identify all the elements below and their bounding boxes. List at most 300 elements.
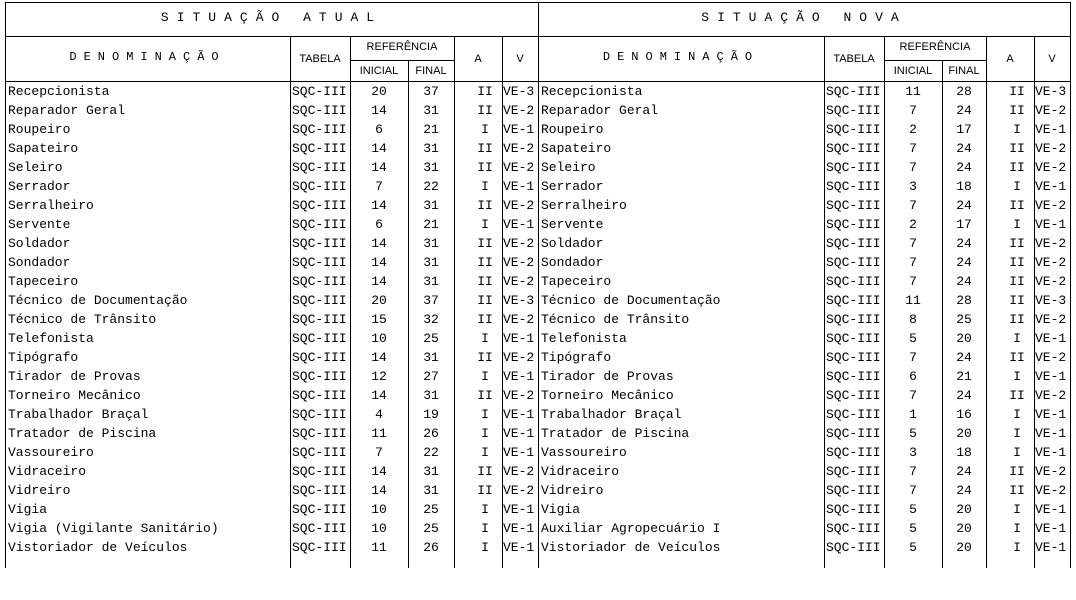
cell-v-atual: VE-2	[503, 197, 535, 213]
cell-v-nova: VE-2	[1035, 482, 1067, 498]
cell-v-atual: VE-1	[503, 330, 535, 346]
cell-final-atual: 25	[423, 330, 439, 346]
cell-inicial-atual: 6	[375, 216, 383, 232]
cell-v-nova: VE-1	[1035, 520, 1067, 536]
cell-v-nova: VE-3	[1035, 292, 1067, 308]
table-row	[0, 122, 1076, 141]
cell-v-atual: VE-1	[503, 178, 535, 194]
table-row	[0, 331, 1076, 350]
cell-v-nova: VE-3	[1035, 84, 1067, 99]
cell-denominacao-atual: Tirador de Provas	[8, 368, 141, 384]
cell-tabela-nova: SQC-III	[826, 178, 881, 194]
cell-denominacao-atual: Vigia	[8, 501, 48, 517]
cell-a-nova: II	[1009, 349, 1025, 365]
cell-inicial-nova: 7	[909, 102, 917, 118]
table-row	[0, 236, 1076, 255]
cell-tabela-atual: SQC-III	[292, 292, 347, 308]
cell-denominacao-nova: Reparador Geral	[541, 102, 659, 118]
cell-v-atual: VE-1	[503, 501, 535, 517]
cell-final-atual: 31	[423, 140, 439, 156]
cell-tabela-nova: SQC-III	[826, 520, 881, 536]
header-final: FINAL	[948, 65, 980, 77]
cell-a-nova: I	[1013, 121, 1021, 137]
cell-tabela-atual: SQC-III	[292, 501, 347, 517]
cell-final-atual: 27	[423, 368, 439, 384]
cell-a-atual: I	[481, 216, 489, 232]
cell-inicial-atual: 10	[371, 520, 387, 536]
cell-inicial-nova: 7	[909, 159, 917, 175]
cell-tabela-atual: SQC-III	[292, 539, 347, 555]
cell-inicial-atual: 7	[375, 178, 383, 194]
cell-final-nova: 24	[956, 235, 972, 251]
cell-tabela-nova: SQC-III	[826, 84, 881, 99]
cell-denominacao-nova: Soldador	[541, 235, 604, 251]
cell-v-atual: VE-2	[503, 349, 535, 365]
cell-denominacao-nova: Vassoureiro	[541, 444, 627, 460]
cell-tabela-nova: SQC-III	[826, 349, 881, 365]
cell-a-atual: I	[481, 330, 489, 346]
cell-a-nova: I	[1013, 216, 1021, 232]
table-row	[0, 426, 1076, 445]
cell-tabela-atual: SQC-III	[292, 330, 347, 346]
cell-a-atual: I	[481, 444, 489, 460]
cell-tabela-atual: SQC-III	[292, 102, 347, 118]
row-rule-subheader	[350, 60, 454, 61]
cell-a-nova: II	[1009, 197, 1025, 213]
table-row	[0, 84, 1076, 103]
row-rule-top	[5, 2, 1071, 3]
cell-final-nova: 24	[956, 102, 972, 118]
table-row	[0, 255, 1076, 274]
cell-final-nova: 25	[956, 311, 972, 327]
cell-tabela-nova: SQC-III	[826, 159, 881, 175]
cell-inicial-atual: 11	[371, 425, 387, 441]
cell-a-nova: II	[1009, 140, 1025, 156]
cell-final-atual: 21	[423, 121, 439, 137]
cell-denominacao-nova: Roupeiro	[541, 121, 604, 137]
cell-inicial-atual: 14	[371, 482, 387, 498]
cell-denominacao-nova: Seleiro	[541, 159, 596, 175]
cell-tabela-nova: SQC-III	[826, 273, 881, 289]
cell-v-atual: VE-1	[503, 368, 535, 384]
cell-tabela-atual: SQC-III	[292, 178, 347, 194]
cell-a-nova: II	[1009, 159, 1025, 175]
cell-final-atual: 31	[423, 235, 439, 251]
cell-denominacao-atual: Seleiro	[8, 159, 63, 175]
cell-final-nova: 24	[956, 463, 972, 479]
cell-inicial-atual: 14	[371, 140, 387, 156]
cell-tabela-atual: SQC-III	[292, 311, 347, 327]
cell-v-nova: VE-2	[1035, 349, 1067, 365]
cell-v-nova: VE-2	[1035, 311, 1067, 327]
header-referencia: REFERÊNCIA	[899, 41, 971, 53]
cell-v-nova: VE-2	[1035, 463, 1067, 479]
cell-a-atual: II	[477, 349, 493, 365]
cell-a-atual: II	[477, 482, 493, 498]
cell-tabela-atual: SQC-III	[292, 406, 347, 422]
cell-v-atual: VE-1	[503, 216, 535, 232]
cell-denominacao-nova: Serralheiro	[541, 197, 627, 213]
cell-a-nova: I	[1013, 178, 1021, 194]
cell-tabela-nova: SQC-III	[826, 482, 881, 498]
cell-inicial-nova: 5	[909, 539, 917, 555]
cell-final-nova: 17	[956, 216, 972, 232]
header-a: A	[1006, 53, 1014, 65]
cell-inicial-nova: 7	[909, 349, 917, 365]
table-row	[0, 293, 1076, 312]
cell-final-atual: 19	[423, 406, 439, 422]
cell-final-nova: 20	[956, 330, 972, 346]
cell-inicial-nova: 5	[909, 330, 917, 346]
cell-denominacao-atual: Vassoureiro	[8, 444, 94, 460]
cell-final-nova: 20	[956, 520, 972, 536]
cell-denominacao-nova: Técnico de Trânsito	[541, 311, 690, 327]
cell-v-nova: VE-1	[1035, 406, 1067, 422]
cell-final-atual: 32	[423, 311, 439, 327]
cell-inicial-nova: 7	[909, 387, 917, 403]
cell-v-atual: VE-1	[503, 425, 535, 441]
cell-inicial-atual: 15	[371, 311, 387, 327]
cell-denominacao-nova: Servente	[541, 216, 604, 232]
cell-inicial-atual: 11	[371, 539, 387, 555]
cell-a-nova: I	[1013, 368, 1021, 384]
cell-final-nova: 24	[956, 254, 972, 270]
cell-a-nova: II	[1009, 387, 1025, 403]
table-row	[0, 540, 1076, 559]
cell-final-atual: 31	[423, 482, 439, 498]
cell-inicial-atual: 14	[371, 159, 387, 175]
section-title-atual: SITUAÇÃO ATUAL	[160, 10, 383, 25]
cell-tabela-atual: SQC-III	[292, 235, 347, 251]
cell-tabela-nova: SQC-III	[826, 501, 881, 517]
cell-v-atual: VE-2	[503, 273, 535, 289]
cell-v-atual: VE-2	[503, 482, 535, 498]
table-row	[0, 369, 1076, 388]
cell-final-nova: 28	[956, 292, 972, 308]
cell-denominacao-nova: Técnico de Documentação	[541, 292, 721, 308]
cell-inicial-atual: 12	[371, 368, 387, 384]
cell-v-nova: VE-2	[1035, 102, 1067, 118]
cell-denominacao-nova: Tirador de Provas	[541, 368, 674, 384]
cell-a-nova: I	[1013, 539, 1021, 555]
cell-inicial-atual: 7	[375, 444, 383, 460]
cell-inicial-atual: 14	[371, 387, 387, 403]
cell-denominacao-atual: Vigia (Vigilante Sanitário)	[8, 520, 219, 536]
table-row	[0, 445, 1076, 464]
cell-denominacao-nova: Tapeceiro	[541, 273, 612, 289]
cell-inicial-nova: 5	[909, 501, 917, 517]
cell-inicial-nova: 11	[905, 84, 921, 99]
cell-v-atual: VE-1	[503, 121, 535, 137]
cell-v-atual: VE-3	[503, 84, 535, 99]
cell-final-atual: 31	[423, 349, 439, 365]
cell-final-atual: 37	[423, 84, 439, 99]
cell-a-nova: I	[1013, 501, 1021, 517]
cell-tabela-nova: SQC-III	[826, 463, 881, 479]
cell-inicial-nova: 1	[909, 406, 917, 422]
cell-a-nova: II	[1009, 311, 1025, 327]
cell-a-nova: II	[1009, 84, 1025, 99]
cell-inicial-atual: 20	[371, 84, 387, 99]
cell-tabela-atual: SQC-III	[292, 482, 347, 498]
cell-inicial-atual: 14	[371, 254, 387, 270]
section-title-nova: SITUAÇÃO NOVA	[701, 10, 907, 25]
cell-tabela-atual: SQC-III	[292, 254, 347, 270]
header-inicial: INICIAL	[359, 65, 399, 77]
cell-a-atual: I	[481, 539, 489, 555]
cell-v-atual: VE-1	[503, 406, 535, 422]
header-a: A	[474, 53, 482, 65]
cell-a-atual: I	[481, 178, 489, 194]
cell-denominacao-atual: Reparador Geral	[8, 102, 126, 118]
cell-a-atual: II	[477, 102, 493, 118]
cell-denominacao-nova: Serrador	[541, 178, 604, 194]
cell-final-atual: 31	[423, 159, 439, 175]
cell-denominacao-atual: Vidreiro	[8, 482, 71, 498]
cell-inicial-atual: 4	[375, 406, 383, 422]
cell-inicial-nova: 6	[909, 368, 917, 384]
cell-denominacao-atual: Tapeceiro	[8, 273, 79, 289]
cell-final-atual: 25	[423, 520, 439, 536]
cell-final-atual: 22	[423, 178, 439, 194]
cell-final-atual: 31	[423, 273, 439, 289]
cell-inicial-atual: 14	[371, 197, 387, 213]
cell-a-atual: II	[477, 140, 493, 156]
cell-v-nova: VE-2	[1035, 197, 1067, 213]
cell-denominacao-atual: Serralheiro	[8, 197, 94, 213]
cell-v-nova: VE-1	[1035, 178, 1067, 194]
cell-denominacao-nova: Trabalhador Braçal	[541, 406, 682, 422]
cell-tabela-nova: SQC-III	[826, 121, 881, 137]
cell-denominacao-nova: Vidraceiro	[541, 463, 620, 479]
cell-a-nova: II	[1009, 254, 1025, 270]
table-row	[0, 141, 1076, 160]
header-inicial: INICIAL	[893, 65, 933, 77]
cell-tabela-nova: SQC-III	[826, 197, 881, 213]
cell-denominacao-atual: Trabalhador Braçal	[8, 406, 149, 422]
cell-v-atual: VE-3	[503, 292, 535, 308]
cell-final-nova: 24	[956, 197, 972, 213]
cell-v-nova: VE-1	[1035, 539, 1067, 555]
cell-denominacao-nova: Telefonista	[541, 330, 627, 346]
cell-denominacao-atual: Vidraceiro	[8, 463, 87, 479]
cell-a-nova: I	[1013, 406, 1021, 422]
cell-tabela-nova: SQC-III	[826, 330, 881, 346]
cell-a-atual: I	[481, 121, 489, 137]
cell-denominacao-atual: Soldador	[8, 235, 71, 251]
cell-v-nova: VE-1	[1035, 216, 1067, 232]
cell-denominacao-atual: Técnico de Documentação	[8, 292, 188, 308]
cell-v-nova: VE-1	[1035, 425, 1067, 441]
cell-denominacao-nova: Sapateiro	[541, 140, 612, 156]
table-row	[0, 103, 1076, 122]
cell-a-atual: II	[477, 311, 493, 327]
cell-denominacao-atual: Roupeiro	[8, 121, 71, 137]
cell-denominacao-nova: Auxiliar Agropecuário I	[541, 520, 721, 536]
table-row	[0, 502, 1076, 521]
cell-v-nova: VE-2	[1035, 140, 1067, 156]
cell-final-atual: 31	[423, 197, 439, 213]
cell-v-nova: VE-2	[1035, 235, 1067, 251]
cell-tabela-nova: SQC-III	[826, 216, 881, 232]
cell-denominacao-atual: Sapateiro	[8, 140, 79, 156]
cell-tabela-nova: SQC-III	[826, 387, 881, 403]
cell-a-nova: I	[1013, 444, 1021, 460]
cell-a-atual: I	[481, 406, 489, 422]
cell-inicial-atual: 14	[371, 235, 387, 251]
cell-v-atual: VE-2	[503, 102, 535, 118]
cell-denominacao-nova: Vistoriador de Veículos	[541, 539, 721, 555]
cell-inicial-nova: 8	[909, 311, 917, 327]
cell-v-nova: VE-2	[1035, 273, 1067, 289]
cell-final-nova: 16	[956, 406, 972, 422]
cell-denominacao-nova: Sondador	[541, 254, 604, 270]
header-denominacao: DENOMINAÇÃO	[602, 50, 760, 64]
table-row	[0, 388, 1076, 407]
cell-tabela-nova: SQC-III	[826, 368, 881, 384]
header-denominacao: DENOMINAÇÃO	[69, 50, 226, 64]
cell-final-atual: 31	[423, 254, 439, 270]
header-v: V	[1048, 53, 1056, 65]
cell-denominacao-nova: Vidreiro	[541, 482, 604, 498]
cell-inicial-atual: 14	[371, 349, 387, 365]
cell-final-atual: 37	[423, 292, 439, 308]
cell-tabela-atual: SQC-III	[292, 216, 347, 232]
row-rule-subheader	[884, 60, 986, 61]
cell-denominacao-atual: Telefonista	[8, 330, 94, 346]
cell-a-atual: II	[477, 159, 493, 175]
cell-a-atual: II	[477, 235, 493, 251]
cell-inicial-atual: 14	[371, 102, 387, 118]
cell-a-atual: II	[477, 387, 493, 403]
header-referencia: REFERÊNCIA	[366, 41, 438, 53]
row-rule-header	[5, 81, 1071, 82]
cell-inicial-nova: 7	[909, 254, 917, 270]
cell-tabela-atual: SQC-III	[292, 121, 347, 137]
cell-inicial-nova: 11	[905, 292, 921, 308]
cell-a-atual: II	[477, 197, 493, 213]
cell-final-atual: 22	[423, 444, 439, 460]
cell-final-nova: 20	[956, 501, 972, 517]
cell-inicial-atual: 10	[371, 330, 387, 346]
cell-v-nova: VE-1	[1035, 444, 1067, 460]
cell-tabela-atual: SQC-III	[292, 349, 347, 365]
cell-v-atual: VE-2	[503, 463, 535, 479]
cell-inicial-atual: 6	[375, 121, 383, 137]
cell-denominacao-atual: Torneiro Mecânico	[8, 387, 141, 403]
cell-v-atual: VE-1	[503, 520, 535, 536]
cell-final-atual: 31	[423, 387, 439, 403]
cell-denominacao-atual: Técnico de Trânsito	[8, 311, 157, 327]
cell-inicial-atual: 20	[371, 292, 387, 308]
cell-inicial-nova: 3	[909, 444, 917, 460]
cell-v-nova: VE-2	[1035, 254, 1067, 270]
cell-tabela-atual: SQC-III	[292, 197, 347, 213]
cell-inicial-nova: 5	[909, 425, 917, 441]
table-row	[0, 198, 1076, 217]
cell-v-atual: VE-1	[503, 444, 535, 460]
cell-denominacao-atual: Tratador de Piscina	[8, 425, 157, 441]
cell-denominacao-nova: Torneiro Mecânico	[541, 387, 674, 403]
cell-v-nova: VE-2	[1035, 387, 1067, 403]
cell-tabela-nova: SQC-III	[826, 425, 881, 441]
cell-a-nova: II	[1009, 292, 1025, 308]
cell-a-nova: II	[1009, 102, 1025, 118]
cell-inicial-nova: 7	[909, 197, 917, 213]
cell-a-atual: II	[477, 463, 493, 479]
cell-tabela-nova: SQC-III	[826, 102, 881, 118]
cell-a-atual: II	[477, 273, 493, 289]
table-row	[0, 217, 1076, 236]
cell-tabela-atual: SQC-III	[292, 273, 347, 289]
cell-a-atual: II	[477, 254, 493, 270]
cell-inicial-nova: 7	[909, 273, 917, 289]
cell-a-atual: II	[477, 292, 493, 308]
cell-tabela-nova: SQC-III	[826, 140, 881, 156]
cell-final-nova: 24	[956, 349, 972, 365]
cell-tabela-atual: SQC-III	[292, 159, 347, 175]
table-row	[0, 160, 1076, 179]
cell-tabela-nova: SQC-III	[826, 539, 881, 555]
cell-final-nova: 24	[956, 273, 972, 289]
cell-final-atual: 25	[423, 501, 439, 517]
cell-denominacao-atual: Vistoriador de Veículos	[8, 539, 188, 555]
cell-tabela-atual: SQC-III	[292, 140, 347, 156]
cell-denominacao-nova: Recepcionista	[541, 84, 643, 99]
cell-final-atual: 26	[423, 425, 439, 441]
cell-inicial-nova: 2	[909, 216, 917, 232]
cell-final-nova: 20	[956, 539, 972, 555]
cell-tabela-nova: SQC-III	[826, 235, 881, 251]
table-row	[0, 407, 1076, 426]
cell-final-nova: 18	[956, 178, 972, 194]
cell-tabela-nova: SQC-III	[826, 406, 881, 422]
cell-final-nova: 24	[956, 482, 972, 498]
cell-tabela-nova: SQC-III	[826, 311, 881, 327]
cell-denominacao-nova: Tipógrafo	[541, 349, 612, 365]
cell-final-nova: 21	[956, 368, 972, 384]
cell-final-nova: 28	[956, 84, 972, 99]
cell-denominacao-nova: Vigia	[541, 501, 581, 517]
header-v: V	[516, 53, 524, 65]
cell-denominacao-atual: Serrador	[8, 178, 71, 194]
cell-v-nova: VE-1	[1035, 121, 1067, 137]
table-row	[0, 521, 1076, 540]
cell-inicial-nova: 2	[909, 121, 917, 137]
cell-final-atual: 31	[423, 102, 439, 118]
cell-a-atual: I	[481, 425, 489, 441]
cell-tabela-nova: SQC-III	[826, 254, 881, 270]
cell-denominacao-atual: Recepcionista	[8, 84, 110, 99]
cell-denominacao-atual: Sondador	[8, 254, 71, 270]
cell-a-nova: II	[1009, 463, 1025, 479]
cell-tabela-atual: SQC-III	[292, 84, 347, 99]
cell-tabela-atual: SQC-III	[292, 425, 347, 441]
cell-inicial-nova: 7	[909, 482, 917, 498]
cell-a-atual: I	[481, 520, 489, 536]
table-row	[0, 350, 1076, 369]
cell-a-atual: I	[481, 501, 489, 517]
header-final: FINAL	[415, 65, 447, 77]
cell-final-nova: 17	[956, 121, 972, 137]
cell-v-atual: VE-2	[503, 140, 535, 156]
header-tabela: TABELA	[299, 53, 341, 65]
cell-v-nova: VE-1	[1035, 330, 1067, 346]
cell-final-atual: 26	[423, 539, 439, 555]
cell-a-atual: I	[481, 368, 489, 384]
cell-a-nova: I	[1013, 330, 1021, 346]
table-row	[0, 312, 1076, 331]
